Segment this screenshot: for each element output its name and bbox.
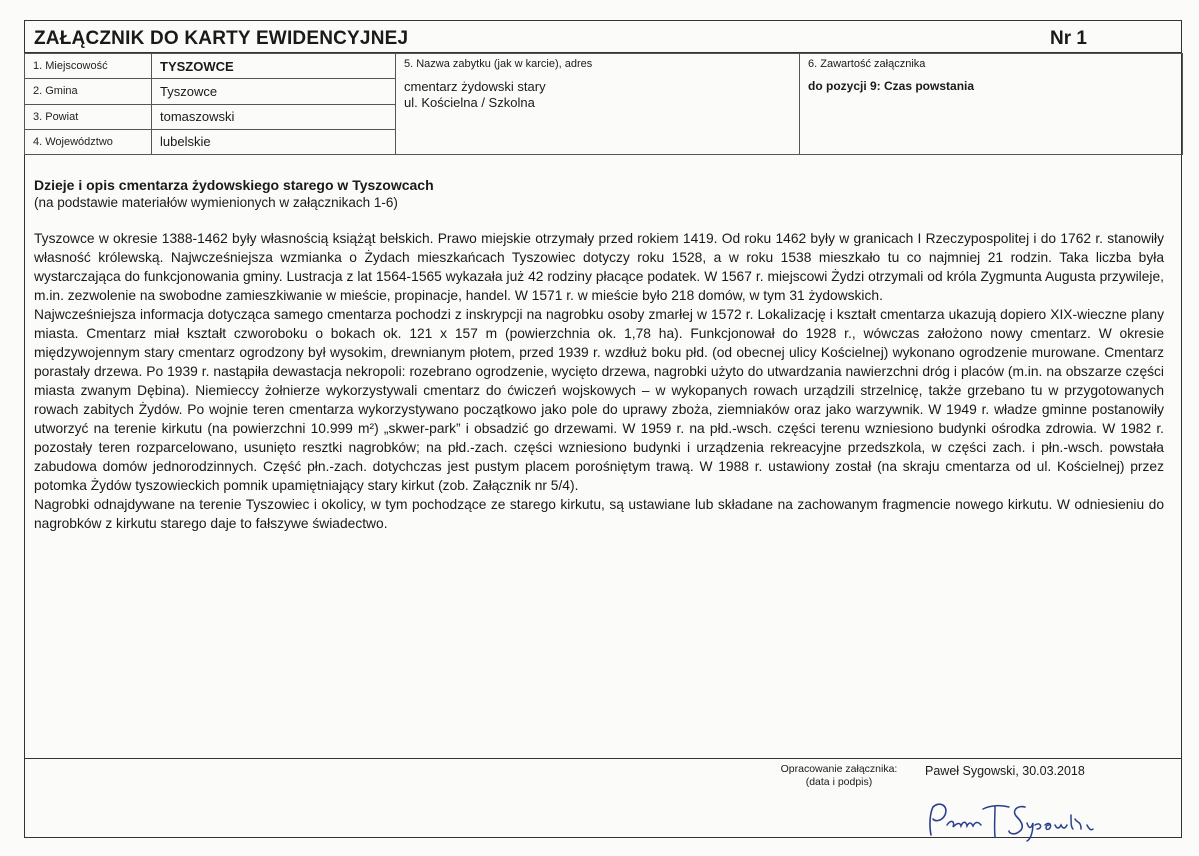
main-content	[34, 177, 1164, 533]
signature-label-line2: (data i podpis)	[805, 776, 873, 788]
footer-divider	[24, 758, 1182, 759]
field-zawartosc-cell	[800, 54, 1183, 155]
signature-label-line1: Opracowanie załącznika:	[780, 763, 898, 775]
field-label-powiat: 3. Powiat	[25, 104, 152, 129]
field-value-gmina: Tyszowce	[152, 79, 396, 104]
field-value-adres: ul. Kościelna / Szkolna	[404, 95, 535, 110]
section-subtitle: (na podstawie materiałów wymienionych w załącznikach 1-6)	[34, 195, 398, 210]
paragraph: Najwcześniejsza informacja dotycząca samego cmentarza pochodzi z inskrypcji na nagrobku osoby zmarłej w 1572 r. Lokalizację i kształt cmentarza ukazują dopiero XIX-wieczne plany miasta. Cmentarz miał kształt czworoboku o bokach ok. 121 x 157 m (powierzchnia ok. 1,78 ha). Funkcjonował do 1928 r., wówczas założono nowy cmentarz. W okresie międzywojennym stary cmentarz ogrodzony był wysokim, drewnianym płotem, przed 1939 r. wzdłuż boku płd. (od obecnej ulicy Kościelnej) wykonano ogrodzenie murowane. Cmentarz porastały drzewa. Po 1939 r. nastąpiła dewastacja nekropoli: rozebrano ogrodzenie, wycięto drzewa, nagrobki użyto do utwardzania nawierzchni dróg i placów (m.in. na obszarze części miasta zwanym Dębina). Niemieccy żołnierze wykorzystywali cmentarz do ćwiczeń wojskowych – w wykopanych rowach urządzili strzelnicę, także grzebano tu w przygotowanych rowach zabitych Żydów. Po wojnie teren cmentarza wykorzystywano początkowo jako pole do uprawy zboża, ziemniaków oraz jako warzywnik. W 1949 r. władze gminne postanowiły utworzyć na terenie kirkutu (na powierzchni 10.999 m²) „skwer-park” i obsadzić go drzewami. W 1959 r. na płd.-wsch. części terenu wzniesiono budynki ośrodka zdrowia. W 1982 r. pozostały teren rozparcelowano, usunięto resztki nagrobków; na płd.-zach. części wzniesiono budynki i urządzenia rekreacyjne przedszkola, w części zach. i płn.-wsch. powstała zabudowa domów jednorodzinnych. Część płn.-zach. dotychczas jest pustym placem porośniętym trawą. W 1988 r. ustawiony został (na skraju cmentarza od ul. Kościelnej) przez potomka Żydów tyszowieckich pomnik upamiętniający stary kirkut (zob. Załącznik nr 5/4).	[34, 307, 1164, 493]
signature-label	[770, 763, 908, 789]
field-label-miejscowosc: 1. Miejscowość	[25, 54, 152, 79]
field-value-zawartosc: do pozycji 9: Czas powstania	[808, 79, 975, 93]
field-label-wojewodztwo: 4. Województwo	[25, 129, 152, 154]
paragraph: Tyszowce w okresie 1388-1462 były własnością książąt bełskich. Prawo miejskie otrzymały przed rokiem 1419. Od roku 1462 były w granicach I Rzeczypospolitej i do 1762 r. stanowiły własność królewską. Najwcześniejsza wzmianka o Żydach mieszkańcach Tyszowiec dotyczy roku 1528, a w roku 1538 mieszkało tu co najmniej 21 rodzin. Taka liczba była wystarczająca do funkcjonowania gminy. Lustracja z lat 1564-1565 wykazała już 42 rodziny płacące podatek. W 1567 r. miejscowi Żydzi otrzymali od króla Zygmunta Augusta przywileje, m.in. zezwolenie na swobodne zamieszkiwanie w mieście, propinacje, handel. W 1571 r. w mieście było 218 domów, w tym 31 żydowskich.	[34, 231, 1164, 303]
author-date: Paweł Sygowski, 30.03.2018	[925, 764, 1085, 778]
document-number: Nr 1	[1050, 28, 1087, 49]
field-value-nazwa: cmentarz żydowski stary	[404, 79, 546, 94]
field-value-powiat: tomaszowski	[152, 104, 396, 129]
field-label-nazwa: 5. Nazwa zabytku (jak w karcie), adres	[404, 58, 593, 70]
field-value-wojewodztwo: lubelskie	[152, 129, 396, 154]
paragraph: Nagrobki odnajdywane na terenie Tyszowiec i okolicy, w tym pochodzące ze starego kirkutu, są ustawiane lub składane na zachowanym fragmencie nowego kirkutu. W odniesieniu do nagrobków z kirkutu starego daje to fałszywe świadectwo.	[34, 497, 1164, 531]
document-title: ZAŁĄCZNIK DO KARTY EWIDENCYJNEJ	[34, 28, 409, 49]
handwritten-signature	[925, 795, 1105, 843]
field-label-gmina: 2. Gmina	[25, 79, 152, 104]
field-value-miejscowosc: TYSZOWCE	[152, 54, 396, 79]
metadata-table	[24, 53, 1183, 155]
section-title: Dzieje i opis cmentarza żydowskiego starego w Tyszowcach	[34, 177, 434, 193]
field-nazwa-cell	[396, 54, 800, 155]
field-label-zawartosc: 6. Zawartość załącznika	[808, 58, 926, 70]
body-text	[34, 229, 1164, 533]
